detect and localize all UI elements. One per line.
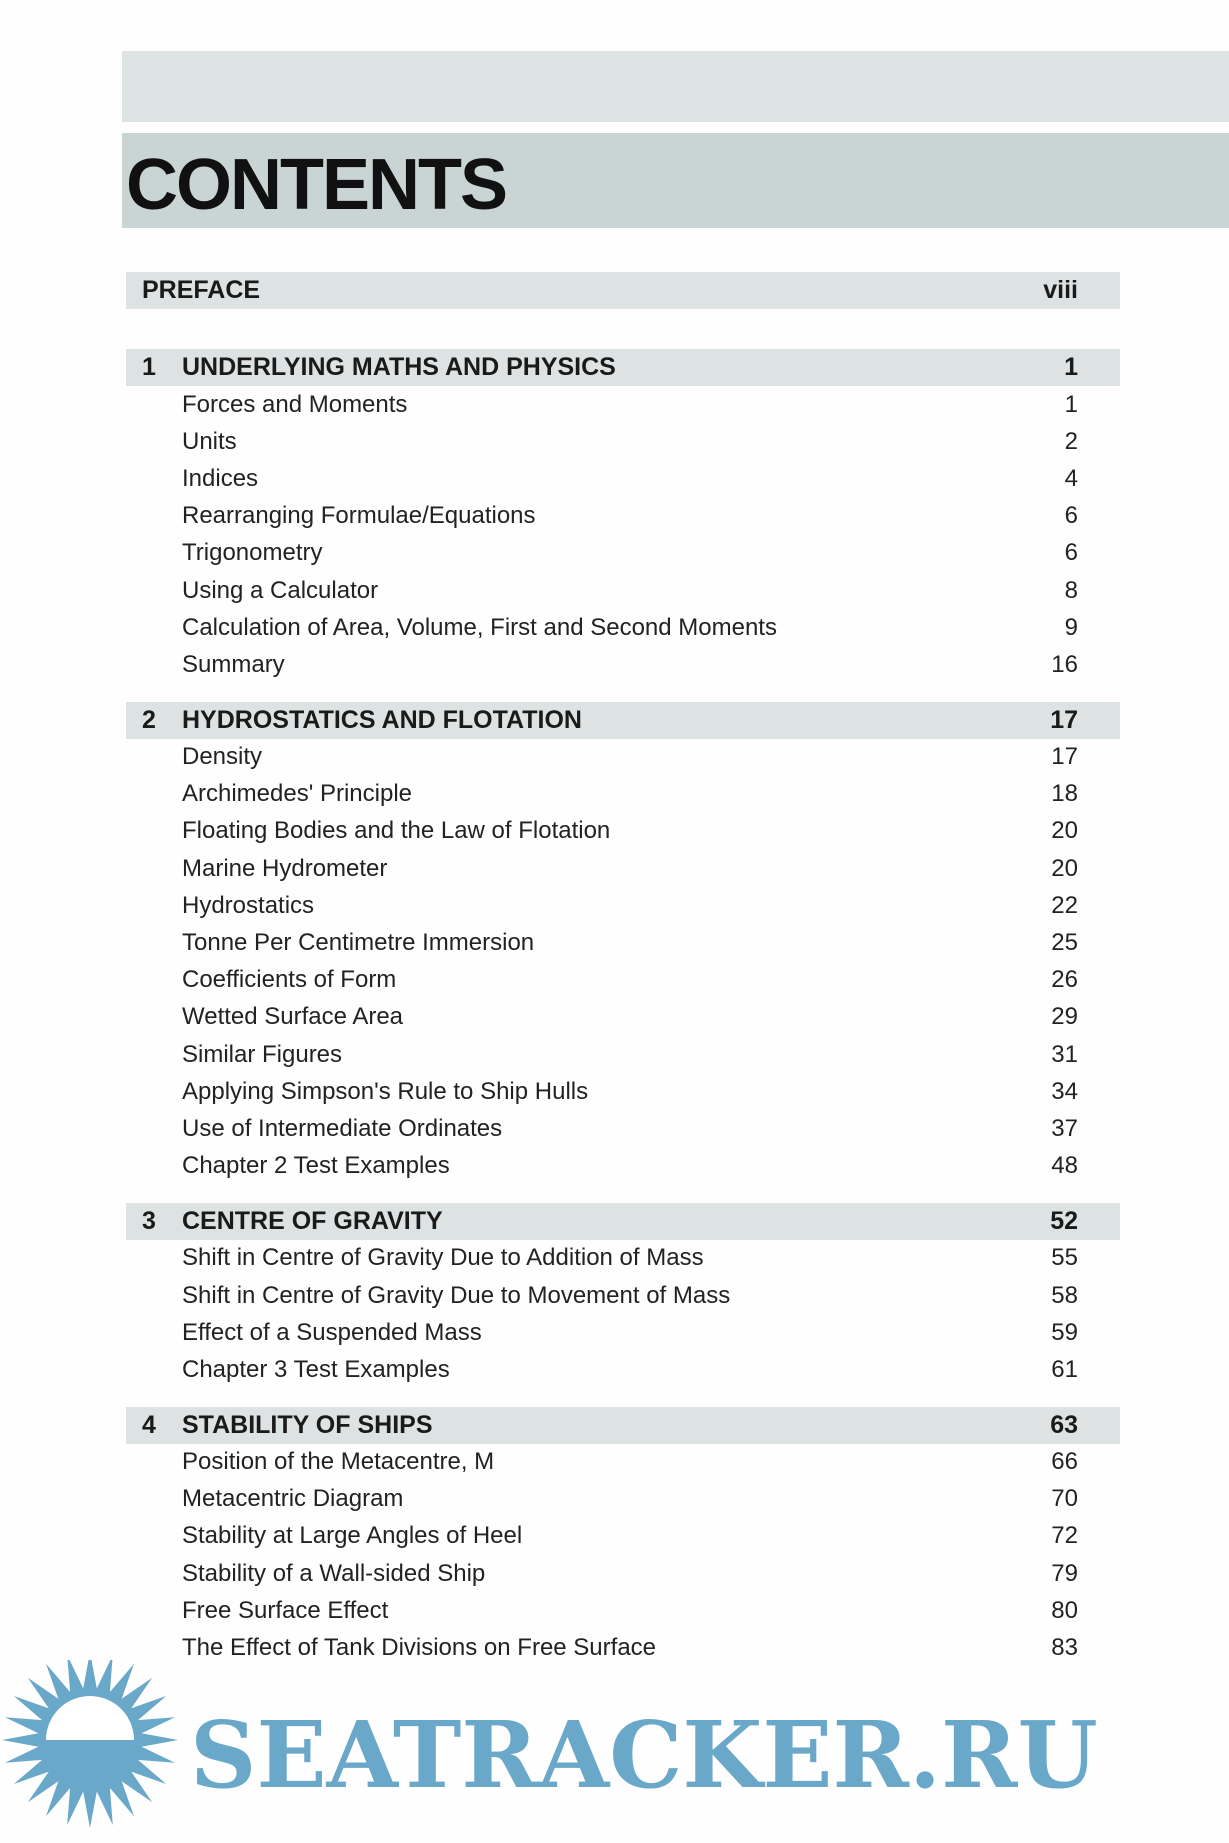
toc-entry[interactable] [126,1351,1120,1388]
entry-page: 83 [1051,1634,1078,1662]
toc-entry[interactable] [126,962,1120,999]
toc-entry[interactable] [126,1629,1120,1666]
chapter-page: 52 [1050,1206,1078,1235]
entry-page: 9 [1064,613,1078,641]
toc-entry[interactable] [126,1110,1120,1147]
chapter-header[interactable] [126,349,1120,386]
entry-label: Stability of a Wall-sided Ship [182,1559,486,1587]
entry-page: 70 [1051,1485,1078,1513]
entry-page: 61 [1051,1355,1078,1383]
toc-entry[interactable] [126,1592,1120,1629]
entry-page: 79 [1051,1559,1078,1587]
entry-label: Similar Figures [182,1040,343,1068]
toc-entry[interactable] [126,739,1120,776]
entry-label: Archimedes' Principle [182,780,413,808]
chapter-number: 1 [142,353,156,381]
entry-page: 2 [1064,427,1078,455]
entry-page: 20 [1051,854,1078,882]
preface-row[interactable] [126,272,1120,309]
entry-page: 22 [1051,891,1078,919]
toc-entry[interactable] [126,498,1120,535]
chapter-page: 1 [1064,353,1078,381]
entry-page: 34 [1051,1077,1078,1105]
entry-label: Chapter 2 Test Examples [182,1152,450,1180]
toc-entry[interactable] [126,386,1120,423]
entry-page: 18 [1051,780,1078,808]
toc-entry[interactable] [126,1036,1120,1073]
entry-page: 25 [1051,929,1078,957]
entry-label: Indices [182,464,259,492]
entry-label: Stability at Large Angles of Heel [182,1522,523,1550]
header-band [122,51,1229,122]
toc-entry[interactable] [126,1444,1120,1481]
entry-page: 16 [1051,650,1078,678]
entry-label: Marine Hydrometer [182,854,388,882]
entry-page: 72 [1051,1522,1078,1550]
toc-entry[interactable] [126,1240,1120,1277]
entry-label: Metacentric Diagram [182,1485,404,1513]
entry-label: Shift in Centre of Gravity Due to Movement of Mass [182,1281,731,1309]
entry-page: 17 [1051,743,1078,771]
entry-label: Forces and Moments [182,390,408,418]
entry-page: 58 [1051,1281,1078,1309]
toc-entry[interactable] [126,1314,1120,1351]
toc-entry[interactable] [126,999,1120,1036]
toc-entry[interactable] [126,460,1120,497]
toc-entry[interactable] [126,887,1120,924]
entry-label: Effect of a Suspended Mass [182,1318,482,1346]
entry-page: 6 [1064,539,1078,567]
entry-page: 1 [1064,390,1078,418]
entry-label: Coefficients of Form [182,966,397,994]
entry-page: 26 [1051,966,1078,994]
chapter-number: 3 [142,1206,156,1235]
entry-page: 6 [1064,502,1078,530]
chapter-page: 63 [1050,1410,1078,1439]
table-of-contents [126,272,1120,1667]
entry-label: The Effect of Tank Divisions on Free Surface [182,1634,657,1662]
entry-page: 37 [1051,1114,1078,1142]
entry-label: Applying Simpson's Rule to Ship Hulls [182,1077,589,1105]
toc-entry[interactable] [126,572,1120,609]
entry-label: Chapter 3 Test Examples [182,1355,450,1383]
toc-entry[interactable] [126,1555,1120,1592]
toc-entry[interactable] [126,535,1120,572]
entry-page: 80 [1051,1596,1078,1624]
entry-page: 31 [1051,1040,1078,1068]
chapter-title: STABILITY OF SHIPS [182,1410,433,1439]
watermark-text: SEATRACKER.RU [190,1701,1098,1809]
toc-entry[interactable] [126,776,1120,813]
entry-label: Hydrostatics [182,891,315,919]
chapter-title: HYDROSTATICS AND FLOTATION [182,705,582,734]
sun-rays [2,1660,178,1828]
entry-label: Density [182,743,263,771]
entry-label: Tonne Per Centimetre Immersion [182,929,535,957]
entry-page: 48 [1051,1152,1078,1180]
entry-label: Calculation of Area, Volume, First and Second Moments [182,613,777,641]
chapter-header[interactable] [126,702,1120,739]
entry-page: 66 [1051,1448,1078,1476]
entry-page: 59 [1051,1318,1078,1346]
entry-label: Rearranging Formulae/Equations [182,502,536,530]
chapter-page: 17 [1050,705,1078,734]
entry-label: Use of Intermediate Ordinates [182,1114,503,1142]
chapter-header[interactable] [126,1203,1120,1240]
entry-page: 29 [1051,1003,1078,1031]
chapter-title: UNDERLYING MATHS AND PHYSICS [182,353,616,381]
entry-label: Position of the Metacentre, M [182,1448,495,1476]
entry-label: Using a Calculator [182,576,379,604]
entry-page: 4 [1064,464,1078,492]
entry-page: 55 [1051,1244,1078,1272]
toc-entry[interactable] [126,423,1120,460]
toc-entry[interactable] [126,609,1120,646]
entry-label: Floating Bodies and the Law of Flotation [182,817,611,845]
entry-label: Units [182,427,237,455]
toc-entry[interactable] [126,1518,1120,1555]
toc-entry[interactable] [126,1073,1120,1110]
toc-entry[interactable] [126,850,1120,887]
chapter-number: 4 [142,1410,156,1439]
toc-entry[interactable] [126,646,1120,683]
page-title: CONTENTS [126,145,506,225]
preface-label: PREFACE [142,276,261,304]
chapter-header[interactable] [126,1407,1120,1444]
toc-entry[interactable] [126,1481,1120,1518]
watermark-logo [0,1660,190,1843]
toc-entry[interactable] [126,1277,1120,1314]
entry-label: Wetted Surface Area [182,1003,404,1031]
entry-page: 8 [1064,576,1078,604]
chapter-title: CENTRE OF GRAVITY [182,1206,443,1235]
toc-entry[interactable] [126,924,1120,961]
toc-entry[interactable] [126,813,1120,850]
entry-label: Shift in Centre of Gravity Due to Addition of Mass [182,1244,704,1272]
toc-entry[interactable] [126,1148,1120,1185]
entry-label: Trigonometry [182,539,323,567]
entry-label: Free Surface Effect [182,1596,389,1624]
entry-label: Summary [182,650,285,678]
chapter-number: 2 [142,705,156,734]
sun-icon [2,1660,178,1828]
entry-page: 20 [1051,817,1078,845]
preface-page: viii [1043,276,1078,304]
